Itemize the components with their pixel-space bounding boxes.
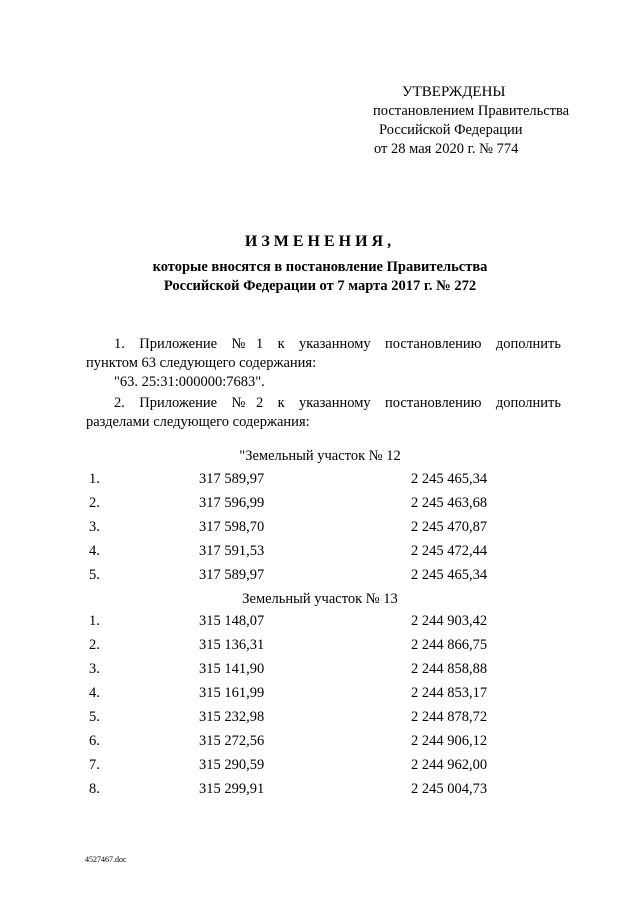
coordinate-y: 2 244 878,72 <box>411 709 488 725</box>
coordinate-x: 315 148,07 <box>199 613 265 629</box>
table-row <box>0 709 640 729</box>
approval-heading: УТВЕРЖДЕНЫ <box>402 84 506 100</box>
coordinate-x: 317 596,99 <box>199 495 265 511</box>
coordinate-y: 2 245 465,34 <box>411 567 488 583</box>
table-row <box>0 733 640 753</box>
point-number: 7. <box>89 757 100 773</box>
plot-title: Земельный участок № 13 <box>242 591 398 607</box>
coordinate-x: 315 136,31 <box>199 637 265 653</box>
coordinate-x: 317 589,97 <box>199 567 265 583</box>
coordinate-x: 315 299,91 <box>199 781 265 797</box>
table-row <box>0 495 640 515</box>
paragraph-line: 2. Приложение №2 к указанному постановлению дополнить <box>114 395 561 411</box>
coordinate-y: 2 245 470,87 <box>411 519 488 535</box>
coordinate-y: 2 244 858,88 <box>411 661 488 677</box>
point-number: 5. <box>89 567 100 583</box>
table-row <box>0 781 640 801</box>
coordinate-y: 2 244 866,75 <box>411 637 488 653</box>
point-number: 1. <box>89 471 100 487</box>
coordinate-x: 317 589,97 <box>199 471 265 487</box>
point-number: 3. <box>89 519 100 535</box>
document-subtitle <box>0 258 640 296</box>
paragraph-line: пунктом 63 следующего содержания: <box>86 355 317 371</box>
table-row <box>0 567 640 587</box>
coordinate-x: 315 290,59 <box>199 757 265 773</box>
table-row <box>0 471 640 491</box>
coordinate-y: 2 244 903,42 <box>411 613 488 629</box>
point-number: 5. <box>89 709 100 725</box>
table-row <box>0 757 640 777</box>
paragraph-line: разделами следующего содержания: <box>86 414 310 430</box>
point-number: 1. <box>89 613 100 629</box>
table-row <box>0 685 640 705</box>
coordinate-x: 315 232,98 <box>199 709 265 725</box>
coordinate-y: 2 245 004,73 <box>411 781 488 797</box>
approval-line: от 28 мая 2020 г. № 774 <box>374 141 519 157</box>
coordinate-x: 315 141,90 <box>199 661 265 677</box>
point-number: 4. <box>89 543 100 559</box>
coordinate-y: 2 245 472,44 <box>411 543 488 559</box>
table-row <box>0 661 640 681</box>
approval-line: постановлением Правительства <box>373 103 570 119</box>
table-row <box>0 613 640 633</box>
footer-document-code: 4527467.doc <box>85 855 127 864</box>
coordinate-y: 2 245 463,68 <box>411 495 488 511</box>
plot-title: "Земельный участок № 12 <box>239 448 401 464</box>
coordinate-y: 2 244 962,00 <box>411 757 488 773</box>
subtitle-line: которые вносятся в постановление Правительства <box>152 259 488 275</box>
paragraph-quote: "63. 25:31:000000:7683". <box>114 374 265 390</box>
table-row <box>0 543 640 563</box>
coordinate-y: 2 244 853,17 <box>411 685 488 701</box>
point-number: 6. <box>89 733 100 749</box>
approval-line: Российской Федерации <box>379 122 523 138</box>
subtitle-line: Российской Федерации от 7 марта 2017 г. № 272 <box>163 278 477 294</box>
coordinate-x: 315 161,99 <box>199 685 265 701</box>
paragraph-line: 1. Приложение №1 к указанному постановлению дополнить <box>114 336 561 352</box>
point-number: 8. <box>89 781 100 797</box>
point-number: 2. <box>89 637 100 653</box>
table-row <box>0 637 640 657</box>
coordinate-y: 2 244 906,12 <box>411 733 488 749</box>
coordinate-x: 317 591,53 <box>199 543 265 559</box>
coordinate-x: 315 272,56 <box>199 733 265 749</box>
table-row <box>0 519 640 539</box>
approval-block <box>351 83 591 159</box>
point-number: 3. <box>89 661 100 677</box>
document-title: ИЗМЕНЕНИЯ, <box>244 233 396 250</box>
point-number: 4. <box>89 685 100 701</box>
point-number: 2. <box>89 495 100 511</box>
coordinate-y: 2 245 465,34 <box>411 471 488 487</box>
coordinate-x: 317 598,70 <box>199 519 265 535</box>
